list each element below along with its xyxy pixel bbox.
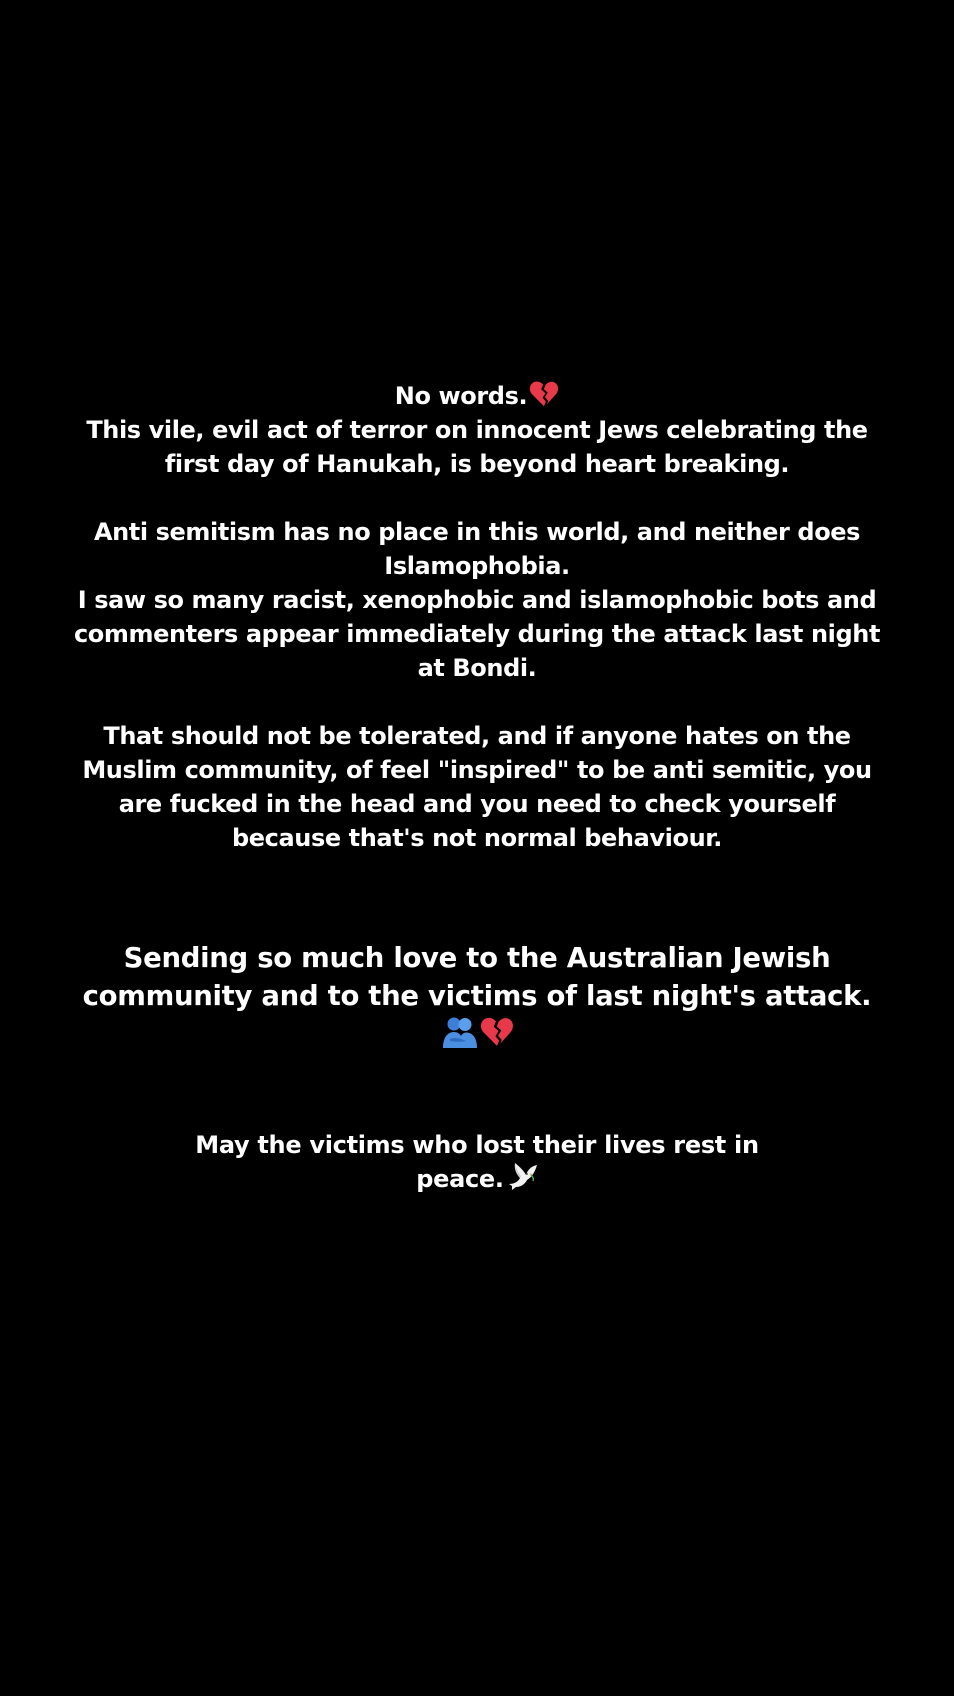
- story-text-peace: [40, 1128, 914, 1196]
- dove-icon: [506, 1162, 538, 1192]
- text-line: Muslim community, of feel "inspired" to be anti semitic, you: [82, 756, 872, 784]
- paragraph-gap: [40, 685, 914, 719]
- text-line: Islamophobia.: [384, 552, 570, 580]
- text-line: commenters appear immediately during the attack last night: [73, 620, 881, 648]
- emoji-line: [40, 1015, 914, 1054]
- text-line: Sending so much love to the Australian Jewish: [123, 942, 831, 974]
- text-line: first day of Hanukah, is beyond heart breaking.: [164, 450, 790, 478]
- text-line: That should not be tolerated, and if anyone hates on the: [103, 722, 851, 750]
- text-line: Anti semitism has no place in this world, and neither does: [93, 518, 861, 546]
- paragraph-gap: [40, 481, 914, 515]
- broken-heart-icon: [480, 1015, 514, 1049]
- text-line: because that's not normal behaviour.: [231, 824, 722, 852]
- story-text-love: [40, 939, 914, 1054]
- broken-heart-icon: [529, 379, 559, 409]
- people-hugging-icon: [442, 1015, 478, 1049]
- text-line: This vile, evil act of terror on innocent Jews celebrating the: [86, 416, 868, 444]
- text-line: are fucked in the head and you need to check yourself: [118, 790, 836, 818]
- text-line: community and to the victims of last night's attack.: [82, 980, 872, 1012]
- text-line: No words.: [40, 379, 914, 413]
- text-line: I saw so many racist, xenophobic and islamophobic bots and: [77, 586, 877, 614]
- text-line: peace.: [40, 1162, 914, 1196]
- text-line: May the victims who lost their lives rest in: [195, 1131, 759, 1159]
- story-text-main: [40, 379, 914, 855]
- text-line: at Bondi.: [417, 654, 537, 682]
